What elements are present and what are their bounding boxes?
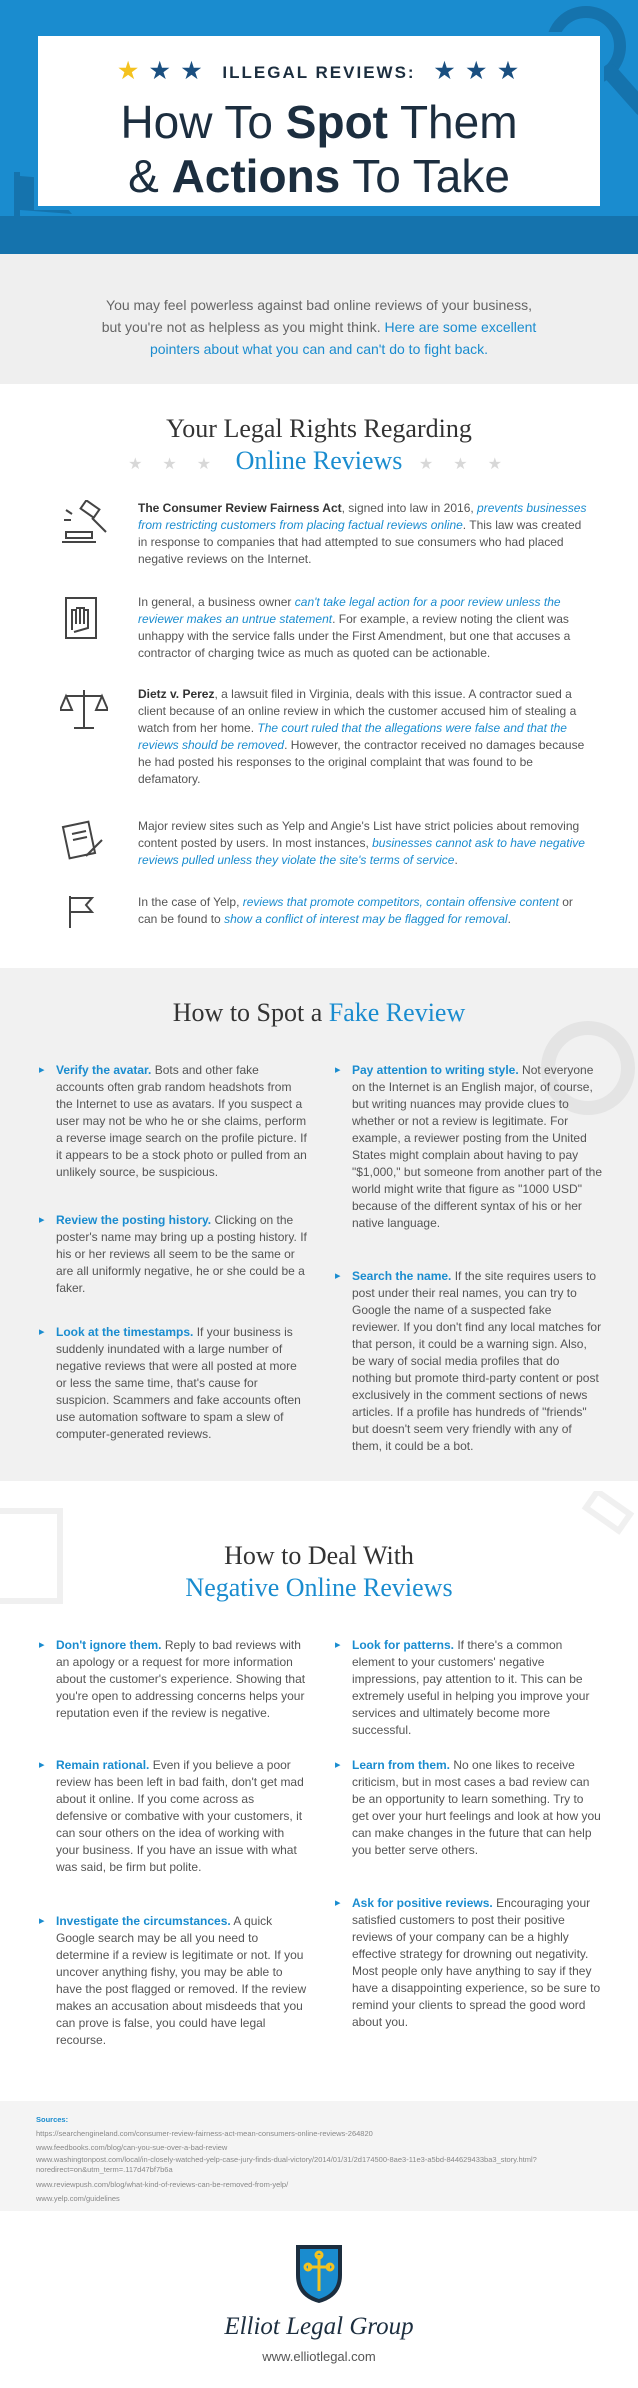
hero-kicker-text: ILLEGAL REVIEWS: — [222, 63, 416, 82]
constitution-icon — [60, 594, 104, 642]
deal-tip: ▸ Don't ignore them. Reply to bad reviews with an apology or a request for more information about the customer's experience. Showing that you're open to addressing concerns helps your reputation even if the review is negative. — [56, 1637, 308, 1722]
deal-tip: ▸ Ask for positive reviews. Encouraging your satisfied customers to post their positive reviews of your company can be a highly effective strategy for drowning out negativity. Most people only have anything to say if they have a disappointing experience, so be sure to remind your clients to spread the good word about you. — [352, 1895, 602, 2031]
source-link[interactable]: www.yelp.com/guidelines — [36, 2194, 120, 2203]
gavel-icon — [60, 500, 114, 544]
spot-title: How to Spot a Fake Review — [172, 998, 466, 1027]
rights-title-line2: ★ ★ ★ Online Reviews ★ ★ ★ — [128, 446, 510, 475]
company-name: Elliot Legal Group — [224, 2313, 414, 2340]
rights-title-line1: Your Legal Rights Regarding — [166, 414, 472, 443]
spot-tip: ▸ Pay attention to writing style. Not everyone on the Internet is an English major, of course, but writing nuances may provide clues to whether or not a review is legitimate. For example, a reviewer posting from the United States might complain about having to pay "$1,000," but someone from another part of the world might write that figure as "1000 USD" because of the different syntax of his or her native language. — [352, 1062, 602, 1232]
spot-fake-review-section — [0, 968, 638, 1481]
source-link[interactable]: www.reviewpush.com/blog/what-kind-of-reviews-can-be-removed-from-yelp/ — [36, 2180, 289, 2189]
hero-banner — [0, 0, 638, 254]
company-logo-icon — [292, 2241, 346, 2305]
footer — [0, 2211, 638, 2388]
document-pen-icon — [60, 818, 104, 862]
deal-tip: ▸ Look for patterns. If there's a common element to your customers' negative impressions, pay attention to it. This can be extremely useful in helping you improve your services and ultimately become more successful. — [352, 1637, 602, 1739]
spot-tip: ▸ Look at the timestamps. If your business is suddenly inundated with a large number of negative reviews that were all posted at more or less the same time, that's cause for suspicion. Scammers and fake accounts often use automation software to spam a slew of computer-generated reviews. — [56, 1324, 308, 1443]
scales-icon — [60, 686, 108, 734]
rights-item: In the case of Yelp, reviews that promote competitors, contain offensive content or can be found to show a conflict of interest may be flagged for removal. — [60, 894, 590, 935]
deal-tip: ▸ Remain rational. Even if you believe a poor review has been left in bad faith, don't get mad about it online. If you come across as defensive or combative with your customers, it can sour others on the idea of working with your business. If you have an issue with what was said, be firm but polite. — [56, 1757, 308, 1876]
star-icon: ★ — [434, 58, 457, 83]
star-icon: ★ — [118, 58, 140, 83]
hero-title-line1: How To Spot Them — [120, 96, 518, 148]
spot-tip: ▸ Search the name. If the site requires users to post under their real names, you can try to Google the name of a suspected fake reviewer. If you don't find any local matches for that person, it could be a warning sign. Also, be wary of social media profiles that do nothing but promote third-party content or post exclusively in the comment sections of news articles. If a profile has hundreds of "friends" but doesn't seem very friendly with any of them, it could be a bot. — [352, 1268, 602, 1455]
intro-line3: pointers about what you can and can't do to fight back. — [149, 341, 489, 357]
deal-title-line2: Negative Online Reviews — [185, 1573, 453, 1602]
sources-label: Sources: — [36, 2115, 69, 2124]
source-link[interactable]: www.feedbooks.com/blog/can-you-sue-over-a-bad-review — [36, 2143, 228, 2152]
stars-decoration: ★ ★ ★ — [418, 456, 510, 473]
spot-tip: ▸ Verify the avatar. Bots and other fake accounts often grab random headshots from the Internet to use as avatars. If you suspect a user may not be who he or she claims, perform a reverse image search on the profile picture. If it appears to be a stock photo or pulled from an unlikely source, be suspicious. — [56, 1062, 308, 1181]
hero-kicker — [0, 58, 638, 84]
deal-tip: ▸ Investigate the circumstances. A quick Google search may be all you need to determine if a review is legitimate or not. If you uncover anything fishy, you may be able to have the post flagged or removed. If the review makes an accusation about misdeeds that you can prove is false, you could have legal recourse. — [56, 1913, 308, 2049]
source-link[interactable]: https://searchengineland.com/consumer-review-fairness-act-mean-consumers-online-reviews-264820 — [36, 2129, 373, 2138]
deal-title-line1: How to Deal With — [224, 1541, 414, 1570]
hero-band — [0, 216, 638, 254]
intro-section — [0, 254, 638, 384]
star-icon: ★ — [498, 58, 520, 83]
intro-line2: but you're not as helpless as you might think. Here are some excellent — [101, 319, 537, 335]
stars-decoration: ★ ★ ★ — [128, 456, 220, 473]
star-icon: ★ — [149, 58, 172, 83]
sources-section — [0, 2101, 638, 2211]
hero-title-line2: & Actions To Take — [128, 150, 510, 202]
star-icon: ★ — [466, 58, 489, 83]
rights-item: Major review sites such as Yelp and Angie's List have strict policies about removing content posted by users. In most instances, businesses cannot ask to have negative reviews pulled unless they violate the site's terms of service. — [60, 818, 590, 869]
rights-item: In general, a business owner can't take legal action for a poor review unless the reviewer makes an untrue statement. For example, a review noting the client was unhappy with the service falls under the First Amendment, but one that accuses a contractor of charging twice as much as quoted can be actionable. — [60, 594, 590, 662]
source-link[interactable]: www.washingtonpost.com/local/in-closely-watched-yelp-case-jury-finds-dual-victory/2014/01/31/2d174500-8ae3-11e3-a5bd-844629433ba3_story.html?noredirect=on&utm_term=.117d47bf7b6a — [36, 2155, 537, 2174]
rights-item: The Consumer Review Fairness Act, signed into law in 2016, prevents businesses from restricting customers from placing factual reviews online. This law was created in response to companies that had attempted to sue consumers who had placed negative reviews on the Internet. — [60, 500, 590, 568]
rights-item: Dietz v. Perez, a lawsuit filed in Virginia, deals with this issue. A contractor sued a client because of an online review in which the customer accused him of stealing a watch from her home. The court ruled that the allegations were false and that the reviews should be removed. However, the contractor received no damages because he had posted his responses to the original complaint that was found to be defamatory. — [60, 686, 590, 788]
star-icon: ★ — [181, 58, 204, 83]
deal-negative-reviews-section — [0, 1481, 638, 2101]
spot-tip: ▸ Review the posting history. Clicking on the poster's name may bring up a posting history. If his or her reviews all seem to be the same or are all uniformly negative, he or she could be a faker. — [56, 1212, 308, 1297]
deal-tip: ▸ Learn from them. No one likes to receive criticism, but in most cases a bad review can be an opportunity to learn something. Try to get over your hurt feelings and look at how you can make changes in the future that can help you better serve others. — [352, 1757, 602, 1859]
intro-line1: You may feel powerless against bad online reviews of your business, — [106, 297, 532, 313]
flag-icon — [60, 894, 100, 930]
company-url-link[interactable]: www.elliotlegal.com — [262, 2349, 376, 2364]
